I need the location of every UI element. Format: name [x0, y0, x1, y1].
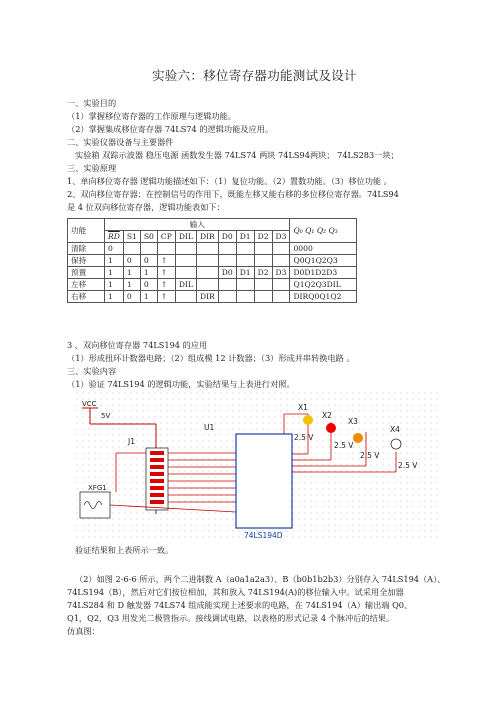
table-cell [175, 242, 196, 254]
table-header-output: Q₀ Q₁ Q₂ Q₃ [290, 219, 357, 243]
table-cell [254, 278, 272, 290]
table-cell [272, 242, 290, 254]
section-content-heading: 三、实验内容 [67, 366, 117, 376]
table-cell: 1 [105, 290, 124, 302]
objective-2: （2）掌握集成移位寄存器 74LS74 的逻辑功能及应用。 [67, 124, 274, 134]
table-cell: 1 [140, 266, 157, 278]
probe-x4 [391, 439, 401, 449]
v5-label: 5V [101, 412, 111, 420]
table-cell: 0 [123, 254, 140, 266]
table-cell: 1 [140, 290, 157, 302]
x1-label: X1 [298, 403, 308, 412]
table-col-s1: S1 [123, 231, 140, 243]
table-row [68, 254, 357, 266]
chip-label: 74LS194D [244, 531, 283, 540]
principle-p1: 1、单向移位寄存器 逻辑功能描述如下：（1）复位功能。（2）置数功能。（3）移位功能 。 [67, 176, 392, 186]
table-cell [272, 254, 290, 266]
circuit-schematic [76, 392, 441, 542]
table-col-dir: DIR [196, 231, 218, 243]
table-cell: 1 [123, 278, 140, 290]
x1-voltage: 2.5 V [294, 433, 314, 442]
table-cell: ↑ [157, 290, 175, 302]
table-col-cp: CP [157, 231, 175, 243]
table-cell [236, 254, 254, 266]
table-header-function: 功能 [68, 219, 105, 243]
table-cell: 0 [123, 290, 140, 302]
objective-1: （1）掌握移位寄存器的工作原理与逻辑功能。 [67, 111, 236, 121]
table-cell: 0 [105, 242, 124, 254]
table-cell [196, 266, 218, 278]
function-generator [80, 492, 110, 518]
table-col-d2: D2 [254, 231, 272, 243]
simulation-label: 仿真图： [67, 626, 100, 636]
table-cell: D2 [254, 266, 272, 278]
table-cell [175, 290, 196, 302]
table-cell: 1 [105, 254, 124, 266]
table-cell: ↑ [157, 254, 175, 266]
table-cell: D3 [272, 266, 290, 278]
table-cell: 1 [105, 278, 124, 290]
table-cell: 1 [123, 266, 140, 278]
content-p2a: （2）如图 2-6-6 所示，两个二进制数 A（a0a1a2a3）、B（b0b1b2b3）分别存入 74LS194（A）、 [75, 574, 446, 584]
table-cell: Q1Q2Q3DIL [290, 278, 357, 290]
table-cell [196, 242, 218, 254]
content-p2d: Q1，Q2，Q3 用发光二极管指示。接线调试电路，以表格的形式记录 4 个脉冲后的结果。 [67, 613, 395, 623]
x3-label: X3 [348, 417, 358, 426]
table-cell [175, 254, 196, 266]
section-objectives-heading: 一、实验目的 [67, 98, 117, 108]
table-cell [157, 242, 175, 254]
table-col-dil: DIL [175, 231, 196, 243]
table-cell [236, 278, 254, 290]
table-cell: 清除 [68, 242, 105, 254]
probe-x1 [303, 415, 313, 425]
table-row [68, 266, 357, 278]
table-cell [123, 242, 140, 254]
table-col-d0: D0 [218, 231, 236, 243]
table-cell: 0000 [290, 242, 357, 254]
table-col-d3: D3 [272, 231, 290, 243]
table-cell: 右移 [68, 290, 105, 302]
application-list: （1）形成扭环计数器电路；（2）组成模 12 计数器；（3）形成并串转换电路 。 [67, 353, 355, 363]
u1-label: U1 [204, 423, 215, 432]
content-p2c: 74LS284 和 D 触发器 74LS74 组成能实现上述要求的电路，在 74LS194（A）输出端 Q0、 [67, 600, 413, 610]
table-cell [236, 242, 254, 254]
table-cell [218, 242, 236, 254]
table-cell: 左移 [68, 278, 105, 290]
table-cell: 保持 [68, 254, 105, 266]
table-cell: DIL [175, 278, 196, 290]
table-cell: 0 [140, 254, 157, 266]
table-cell [140, 242, 157, 254]
table-cell: 预置 [68, 266, 105, 278]
table-cell: D0D1D2D3 [290, 266, 357, 278]
table-cell [254, 242, 272, 254]
x4-label: X4 [390, 425, 400, 434]
content-p1: （1）验证 74LS194 的逻辑功能，实验结果与上表进行对照。 [67, 379, 295, 389]
table-cell [218, 290, 236, 302]
table-cell [196, 278, 218, 290]
table-cell: Q0Q1Q2Q3 [290, 254, 357, 266]
section-equipment-heading: 二、实验仪器设备与主要器件 [67, 137, 174, 147]
table-cell [254, 254, 272, 266]
application-heading: 3 、双向移位寄存器 74LS194 的应用 [67, 340, 208, 350]
table-cell: D1 [236, 266, 254, 278]
probe-x2 [326, 423, 336, 433]
equipment-list: 实验箱 双踪示波器 稳压电源 函数发生器 74LS74 两块 74LS94两块； 74LS283一块； [75, 150, 399, 160]
vcc-label: VCC [82, 400, 97, 408]
table-cell [272, 278, 290, 290]
table-col-rd: $\overline{RD}$ [105, 231, 124, 243]
table-cell [218, 278, 236, 290]
table-header-input: 输入 [105, 219, 290, 231]
x3-voltage: 2.5 V [360, 451, 380, 460]
table-row [68, 242, 357, 254]
table-cell: DIR [196, 290, 218, 302]
section-principle-heading: 三、实验原理 [67, 163, 117, 173]
table-row [68, 278, 357, 290]
table-cell [254, 290, 272, 302]
table-cell [175, 266, 196, 278]
table-cell [196, 254, 218, 266]
table-cell: ↑ [157, 266, 175, 278]
page-title: 实验六：移位寄存器功能测试及设计 [152, 68, 357, 83]
probe-x3 [353, 433, 363, 443]
table-cell [218, 254, 236, 266]
table-cell: D0 [218, 266, 236, 278]
principle-p2b: 是 4 位双向移位寄存器，逻辑功能表如下： [67, 202, 225, 212]
table-cell: ↑ [157, 278, 175, 290]
content-p2b: 74LS194（B），然后对它们按位相加，其和放入 74LS194(A)的移位输入中。试采用全加器 [67, 587, 404, 597]
j1-label: J1 [128, 437, 135, 446]
table-cell: 0 [140, 278, 157, 290]
table-cell [272, 290, 290, 302]
table-col-d1: D1 [236, 231, 254, 243]
table-cell: 1 [105, 266, 124, 278]
principle-p2a: 2、双向移位寄存器：在控制信号的作用下，既能左移又能右移的多位移位寄存器。74LS94 [67, 189, 399, 199]
table-cell: DIRQ0Q1Q2 [290, 290, 357, 302]
function-table [67, 218, 357, 303]
x2-voltage: 2.5 V [334, 441, 354, 450]
chip-74ls194 [236, 434, 292, 528]
verify-result: 验证结果和上表所示一致。 [75, 545, 174, 555]
table-row [68, 290, 357, 302]
x4-voltage: 2.5 V [398, 461, 418, 470]
table-col-s0: S0 [140, 231, 157, 243]
table-cell [236, 290, 254, 302]
x2-label: X2 [322, 411, 332, 420]
xfg-label: XFG1 [88, 484, 107, 492]
